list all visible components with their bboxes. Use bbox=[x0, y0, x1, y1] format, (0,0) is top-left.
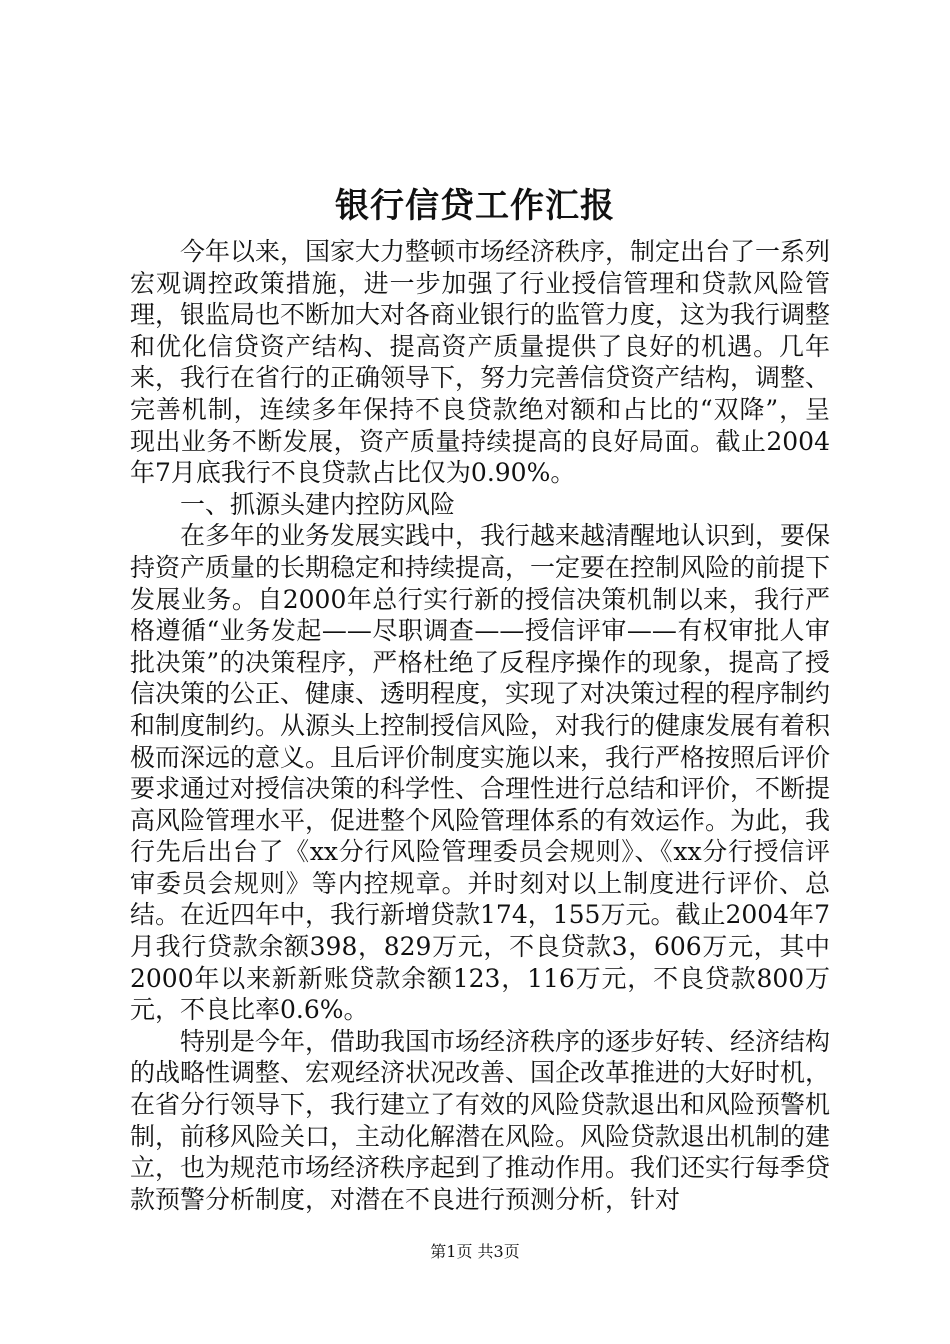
paragraph-this-year: 特别是今年，借助我国市场经济秩序的逐步好转、经济结构的战略性调整、宏观经济状况改善、国企改革推进的大好时机，在省分行领导下，我行建立了有效的风险贷款退出和风险预警机制，前移风险关口，主动化解潜在风险。风险贷款退出机制的建立，也为规范市场经济秩序起到了推动作用。我们还实行每季贷款预警分析制度，对潜在不良进行预测分析，针对 bbox=[130, 1026, 831, 1214]
page-number: 第1页 共3页 bbox=[430, 1242, 520, 1261]
paragraph-risk-control: 在多年的业务发展实践中，我行越来越清醒地认识到，要保持资产质量的长期稳定和持续提高，一定要在控制风险的前提下发展业务。自2000年总行实行新的授信决策机制以来，我行严格遵循“业务发起——尽职调查——授信评审——有权审批人审批决策”的决策程序，严格杜绝了反程序操作的现象，提高了授信决策的公正、健康、透明程度，实现了对决策过程的程序制约和制度制约。从源头上控制授信风险，对我行的健康发展有着积极而深远的意义。且后评价制度实施以来，我行严格按照后评价要求通过对授信决策的科学性、合理性进行总结和评价，不断提高风险管理水平，促进整个风险管理体系的有效运作。为此，我行先后出台了《xx分行风险管理委员会规则》、《xx分行授信评审委员会规则》等内控规章。并时刻对以上制度进行评价、总结。在近四年中，我行新增贷款174，155万元。截止2004年7月我行贷款余额398，829万元，不良贷款3，606万元，其中2000年以来新新账贷款余额123，116万元，不良贷款800万元，不良比率0.6%。 bbox=[130, 521, 831, 1025]
document-title: 银行信贷工作汇报 bbox=[335, 186, 615, 226]
paragraph-intro: 今年以来，国家大力整顿市场经济秩序，制定出台了一系列宏观调控政策措施，进一步加强了行业授信管理和贷款风险管理，银监局也不断加大对各商业银行的监管力度，这为我行调整和优化信贷资产结构、提高资产质量提供了良好的机遇。几年来，我行在省行的正确领导下，努力完善信贷资产结构，调整、完善机制，连续多年保持不良贷款绝对额和占比的“双降”，呈现出业务不断发展，资产质量持续提高的良好局面。截止2004年7月底我行不良贷款占比仅为0.90%。 bbox=[130, 237, 831, 488]
section-heading: 一、抓源头建内控防风险 bbox=[180, 489, 456, 519]
document-body bbox=[130, 236, 830, 1215]
